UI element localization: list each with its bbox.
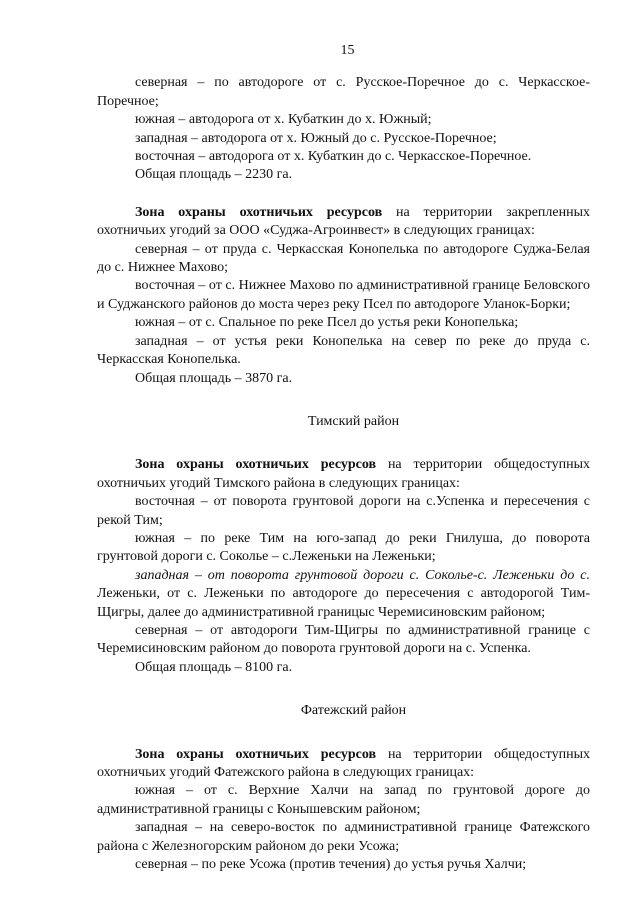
boundary-north: северная – от пруда с. Черкасская Конопелька по автодороге Суджа-Белая до с. Нижнее Махово;: [97, 241, 590, 276]
boundary-south: южная – автодорога от х. Кубаткин до х. Южный;: [135, 112, 432, 128]
zone-intro: [97, 456, 590, 493]
boundary-north: северная – от автодороги Тим-Щигры по административной границе с Черемисиновским районом до поворота грунтовой дороги на с. Успенка.: [97, 622, 590, 657]
boundary-west: западная – от устья реки Конопелька на север по реке до пруда с. Черкасская Конопелька.: [97, 333, 590, 368]
boundary-south: южная – от с. Спальное по реке Псел до устья реки Конопелька;: [135, 315, 519, 331]
boundary-south: южная – от с. Верхние Халчи на запад по грунтовой дороге до административной границы с Конышевским районом;: [97, 783, 590, 817]
boundary-south: южная – по реке Тим на юго-запад до реки Гнилуша, до поворота грунтовой дороги с. Соколье – с.Леженьки на Леженьки;: [97, 530, 590, 565]
boundary-east: восточная – от с. Нижнее Махово по административной границе Беловского и Суджанского районов до моста через реку Псел по автодороге Уланок-Борки;: [97, 278, 590, 312]
total-area: Общая площадь – 8100 га.: [135, 659, 293, 675]
boundary-west-lead: западная – от поворота грунтовой дороги с. Соколье-с. Леженьки до с.: [135, 567, 590, 583]
zone-intro-text: на территории закрепленных охотничьих угодий за ООО «Суджа-Агроинвест» в следующих границах:: [97, 204, 590, 239]
zone-title: Зона охраны охотничьих ресурсов: [135, 204, 383, 220]
total-area: Общая площадь – 2230 га.: [135, 167, 293, 183]
boundary-west-text: Леженьки, от с. Леженьки по автодороге до пересечения с автодорогой Тим-Щигры, далее до административной границыс Черемисиновским районом;: [97, 586, 590, 620]
zone-title: Зона охраны охотничьих ресурсов: [135, 746, 377, 762]
boundary-north: северная – по реке Усожа (против течения) до устья ручья Халчи;: [135, 857, 527, 873]
district-heading: Тимский район: [307, 413, 400, 429]
district-heading: Фатежский район: [300, 703, 407, 719]
boundary-north: северная – по автодороге от с. Русское-Поречное до с. Черкасское-Поречное;: [97, 75, 590, 109]
boundary-east: восточная – от поворота грунтовой дороги на с.Успенка и пересечения с рекой Тим;: [97, 494, 590, 528]
total-area: Общая площадь – 3870 га.: [135, 370, 293, 386]
boundary-west: [97, 567, 590, 622]
boundary-west: западная – на северо-восток по административной границе Фатежского района с Железногорским районом до реки Усожа;: [97, 820, 590, 854]
page-number: 15: [340, 43, 355, 58]
boundary-west: западная – автодорога от х. Южный до с. Русское-Поречное;: [135, 130, 497, 146]
zone-intro: [97, 746, 590, 783]
zone-title: Зона охраны охотничьих ресурсов: [135, 457, 377, 473]
document-page: [97, 42, 590, 874]
zone-intro-text: на территории общедоступных охотничьих угодий Тимского района в следующих границах:: [97, 457, 590, 491]
zone-intro-text: на территории общедоступных охотничьих угодий Фатежского района в следующих границах:: [97, 746, 590, 780]
boundary-east: восточная – автодорога от х. Кубаткин до с. Черкасское-Поречное.: [135, 149, 532, 165]
zone-intro: [97, 204, 590, 241]
